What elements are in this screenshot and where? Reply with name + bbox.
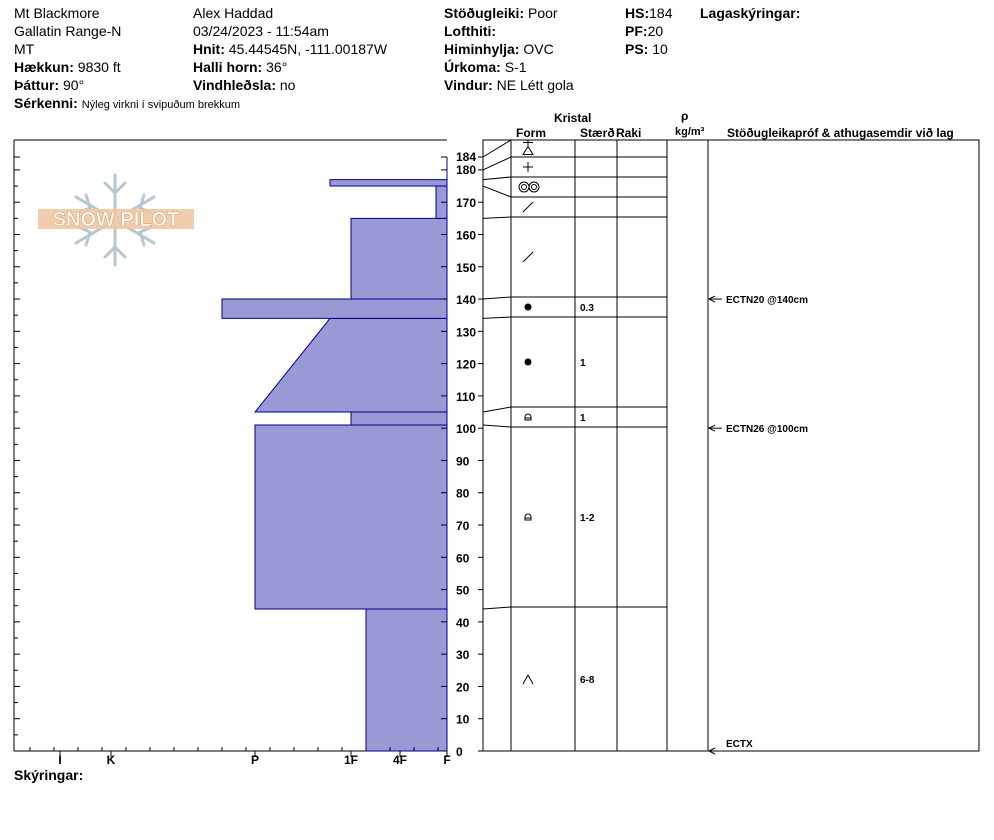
stability-test-label: ECTN20 @140cm [726, 295, 809, 307]
snowpilot-logo [38, 175, 194, 265]
hardness-layer-2 [351, 412, 447, 425]
precip-value: S-1 [504, 59, 527, 75]
height-tick-label: 110 [456, 389, 476, 404]
crystal-header: Kristal [554, 111, 592, 125]
coords-label: Hnit: [193, 41, 225, 57]
hardness-layer-4 [222, 299, 447, 318]
notes-label: Skýringar: [14, 767, 84, 783]
height-tick-label: 20 [456, 680, 470, 695]
slope-label: Halli horn: [193, 59, 263, 75]
form-header: Form [516, 126, 546, 140]
features-value: Nýleg virkni í svipuðum brekkum [81, 99, 241, 111]
layer-connector [483, 177, 511, 180]
hardness-layer-5 [351, 218, 447, 299]
wind-label: Vindur: [444, 77, 493, 93]
density-header: kg/m³ [675, 126, 705, 138]
hardness-tick-label: 1F [343, 753, 359, 767]
ps-label: PS: [625, 41, 649, 57]
elevation-label: Hækkun: [14, 59, 74, 75]
hardness-tick-label: I [58, 753, 62, 767]
layer-size: 6-8 [580, 675, 595, 686]
layer-notes-label: Lagaskýringar: [700, 5, 801, 21]
height-tick-label: 90 [456, 454, 470, 469]
stability-value: Poor [528, 5, 558, 21]
layer-connector [483, 297, 511, 299]
stability-test-label: ECTX [726, 739, 753, 750]
pf-label: PF: [625, 23, 648, 39]
melt-form-icon [519, 182, 539, 192]
wind-loading-value: no [279, 77, 296, 93]
precip-label: Úrkoma: [444, 59, 501, 75]
coords-value: 45.44545N, -111.00187W [228, 41, 388, 57]
layer-size: 1 [580, 358, 586, 369]
sky-label: Himinhylja: [444, 41, 520, 57]
slope-value: 36° [266, 59, 288, 75]
hardness-tick-label: K [106, 753, 116, 767]
aspect-value: 90° [63, 77, 85, 93]
aspect-label: Þáttur: [14, 77, 60, 93]
ps-value: 10 [652, 41, 668, 57]
height-tick-label: 184 [456, 150, 477, 164]
rounded-grain-icon [525, 304, 532, 311]
height-tick-label: 120 [456, 357, 477, 372]
wind-value: NE Létt gola [496, 77, 574, 93]
size-header: Stærð [580, 126, 615, 140]
hardness-layer-7 [330, 180, 447, 186]
hardness-tick-label: 4F [392, 753, 408, 767]
height-tick-label: 10 [456, 712, 470, 727]
stability-label: Stöðugleiki: [444, 5, 525, 21]
layer-connector [483, 140, 511, 157]
height-tick-label: 100 [456, 422, 477, 437]
layer-connector [483, 317, 511, 318]
surface-hoar-icon [523, 141, 533, 155]
layer-connector [483, 157, 511, 170]
state-name: MT [14, 41, 35, 57]
wind-loading-label: Vindhleðsla: [193, 77, 276, 93]
hardness-profile [222, 157, 447, 751]
stability-test-label: ECTN26 @100cm [726, 424, 809, 436]
height-tick-label: 150 [456, 260, 477, 275]
svg-text:SNOW PILOT: SNOW PILOT [52, 209, 180, 231]
height-tick-label: 140 [456, 293, 477, 308]
decomposing-icon [523, 252, 533, 262]
height-tick-label: 60 [456, 551, 470, 566]
location-name: Mt Blackmore [14, 5, 100, 21]
decomposing-icon [523, 202, 533, 212]
layer-connector [483, 607, 511, 609]
moisture-header: Raki [616, 126, 642, 140]
stability-tests [709, 295, 808, 754]
observation-datetime: 03/24/2023 - 11:54am [193, 23, 329, 39]
rho-header: ρ [681, 109, 689, 123]
layer-connector [483, 217, 511, 218]
layer-size: 1 [580, 413, 586, 424]
height-tick-label: 40 [456, 615, 470, 630]
pf-value: 20 [647, 23, 664, 39]
height-tick-label: 30 [456, 648, 470, 663]
features-label: Sérkenni: [14, 95, 78, 111]
layer-connector [483, 407, 511, 412]
height-tick-label: 70 [456, 519, 470, 534]
height-tick-label: 50 [456, 583, 470, 598]
depth-hoar-icon [523, 675, 533, 684]
hardness-layer-0 [366, 609, 447, 751]
tests-header: Stöðugleikapróf & athugasemdir við lag [727, 126, 954, 140]
elevation-value: 9830 ft [77, 59, 121, 75]
hs-value: 184 [649, 5, 673, 21]
height-tick-label: 80 [456, 486, 470, 501]
hardness-tick-label: P [250, 753, 260, 767]
range-name: Gallatin Range-N [14, 23, 122, 39]
height-tick-label: 180 [456, 162, 477, 177]
precip-particle-icon [523, 162, 533, 172]
hardness-layer-1 [255, 425, 447, 609]
height-tick-label: 0 [456, 745, 463, 759]
height-tick-label: 160 [456, 228, 477, 243]
hardness-tick-label: F [443, 753, 451, 767]
sky-value: OVC [523, 41, 554, 57]
layer-size: 0.3 [580, 303, 594, 314]
air-temp-label: Lofthiti: [444, 23, 497, 39]
faceted-rounded-icon [525, 414, 531, 420]
layer-size: 1-2 [580, 513, 595, 524]
rounded-grain-icon [525, 359, 532, 366]
hs-label: HS: [625, 5, 650, 21]
height-tick-label: 170 [456, 196, 477, 211]
height-tick-label: 130 [456, 325, 477, 340]
faceted-rounded-icon [525, 514, 531, 520]
hardness-layer-3 [255, 318, 447, 412]
layer-connector [483, 425, 511, 427]
layer-connector [483, 186, 511, 197]
observer-name: Alex Haddad [193, 5, 274, 21]
